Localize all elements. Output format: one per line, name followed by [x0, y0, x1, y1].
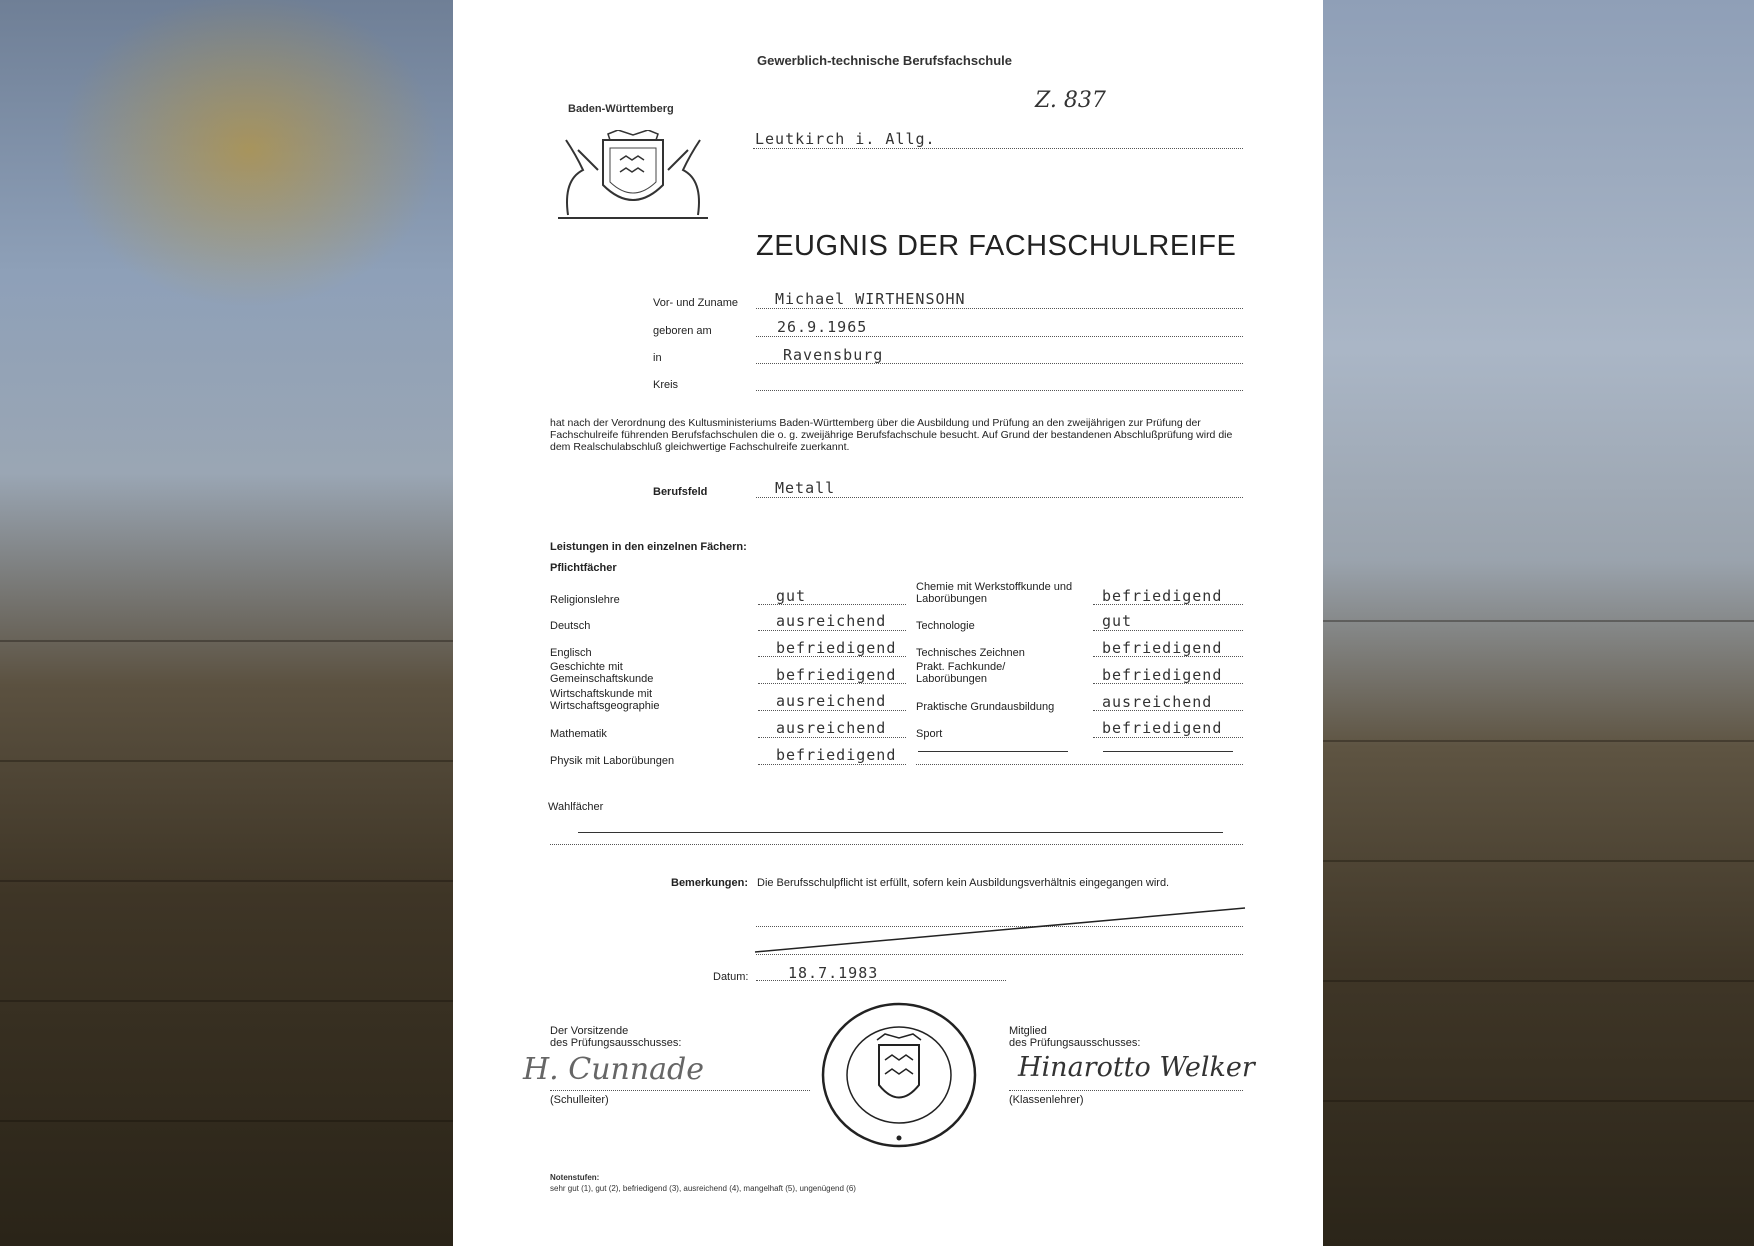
subject-grade: ausreichend: [776, 719, 887, 737]
subject-grade: gut: [776, 587, 807, 605]
grade-scale-label: Notenstufen:: [550, 1173, 600, 1182]
subject-grade: gut: [1102, 612, 1133, 630]
remarks-value: Die Berufsschulpflicht ist erfüllt, sofern kein Ausbildungsverhältnis eingegangen wird.: [757, 877, 1170, 889]
name-label: Vor- und Zuname: [653, 297, 738, 309]
school-type: Gewerblich-technische Berufsfachschule: [757, 53, 1013, 68]
subject-name: Prakt. Fachkunde/ Laborübungen: [916, 661, 1006, 685]
name-value: Michael WIRTHENSOHN: [775, 290, 966, 308]
state-name: Baden-Württemberg: [568, 103, 674, 115]
electives-heading: Wahlfächer: [548, 801, 604, 813]
subject-grade: befriedigend: [776, 746, 897, 764]
performance-heading: Leistungen in den einzelnen Fächern:: [550, 541, 747, 553]
subject-name: Sport: [916, 728, 943, 740]
birthplace-value: Ravensburg: [783, 346, 884, 364]
background-wall-left: [0, 0, 453, 1246]
subject-name: Mathematik: [550, 728, 607, 740]
member-role: (Klassenlehrer): [1009, 1094, 1084, 1106]
subject-grade: befriedigend: [776, 639, 897, 657]
born-label: geboren am: [653, 325, 712, 337]
subject-name: Praktische Grundausbildung: [916, 701, 1055, 713]
member-signature: Hinarotto Welker: [1018, 1052, 1255, 1083]
official-seal-icon: [819, 1000, 979, 1150]
subject-grade: befriedigend: [776, 666, 897, 684]
chair-label-2: des Prüfungsausschusses:: [550, 1037, 682, 1049]
record-number: Z. 837: [1035, 88, 1106, 113]
coat-of-arms-icon: [548, 130, 718, 225]
subject-grade: befriedigend: [1102, 587, 1223, 605]
chair-role: (Schulleiter): [550, 1094, 609, 1106]
field-value: Metall: [775, 479, 836, 497]
subject-grade: ausreichend: [776, 612, 887, 630]
subject-name: Technologie: [916, 620, 975, 632]
location-value: Leutkirch i. Allg.: [755, 130, 936, 148]
field-label: Berufsfeld: [653, 486, 708, 498]
chair-signature: H. Cunnade: [523, 1052, 704, 1087]
birthplace-label: in: [653, 352, 662, 364]
remarks-label: Bemerkungen:: [671, 877, 749, 889]
member-label-1: Mitglied: [1009, 1025, 1047, 1037]
subject-grade: ausreichend: [1102, 693, 1213, 711]
document-title: ZEUGNIS DER FACHSCHULREIFE: [756, 230, 1237, 262]
member-label-2: des Prüfungsausschusses:: [1009, 1037, 1141, 1049]
date-value: 18.7.1983: [788, 964, 879, 982]
mandatory-heading: Pflichtfächer: [550, 562, 617, 574]
chair-label-1: Der Vorsitzende: [550, 1025, 629, 1037]
date-label: Datum:: [713, 971, 749, 983]
district-label: Kreis: [653, 379, 679, 391]
born-value: 26.9.1965: [777, 318, 868, 336]
certificate-page: [453, 0, 1323, 1246]
subject-name: Deutsch: [550, 620, 591, 632]
subject-name: Wirtschaftskunde mit Wirtschaftsgeographie: [550, 688, 660, 712]
subject-name: Physik mit Laborübungen: [550, 755, 675, 767]
subject-name: Englisch: [550, 647, 592, 659]
legal-text: hat nach der Verordnung des Kultusministeriums Baden-Württemberg über die Ausbildung und Prüfung an den zweijährigen zur Prüfung der Fachschulreife führenden Berufsfachschulen die o. g. zweijährige Berufsfachschule besucht. Auf Grund der bestandenen Abschlußprüfung wird die dem Realschulabschluß gleichwertige Fachschulreife zuerkannt.: [550, 417, 1233, 453]
subject-grade: befriedigend: [1102, 719, 1223, 737]
subject-name: Chemie mit Werkstoffkunde und Laborübungen: [916, 581, 1073, 605]
grade-scale: sehr gut (1), gut (2), befriedigend (3), ausreichend (4), mangelhaft (5), ungenügend (6): [550, 1184, 856, 1193]
subject-name: Religionslehre: [550, 594, 620, 606]
background-wall-right: [1323, 0, 1754, 1246]
subject-name: Geschichte mit Gemeinschaftskunde: [550, 661, 654, 685]
strike-line: [753, 900, 1247, 955]
subject-grade: ausreichend: [776, 692, 887, 710]
subject-name: Technisches Zeichnen: [916, 647, 1025, 659]
subject-grade: befriedigend: [1102, 639, 1223, 657]
subject-grade: befriedigend: [1102, 666, 1223, 684]
